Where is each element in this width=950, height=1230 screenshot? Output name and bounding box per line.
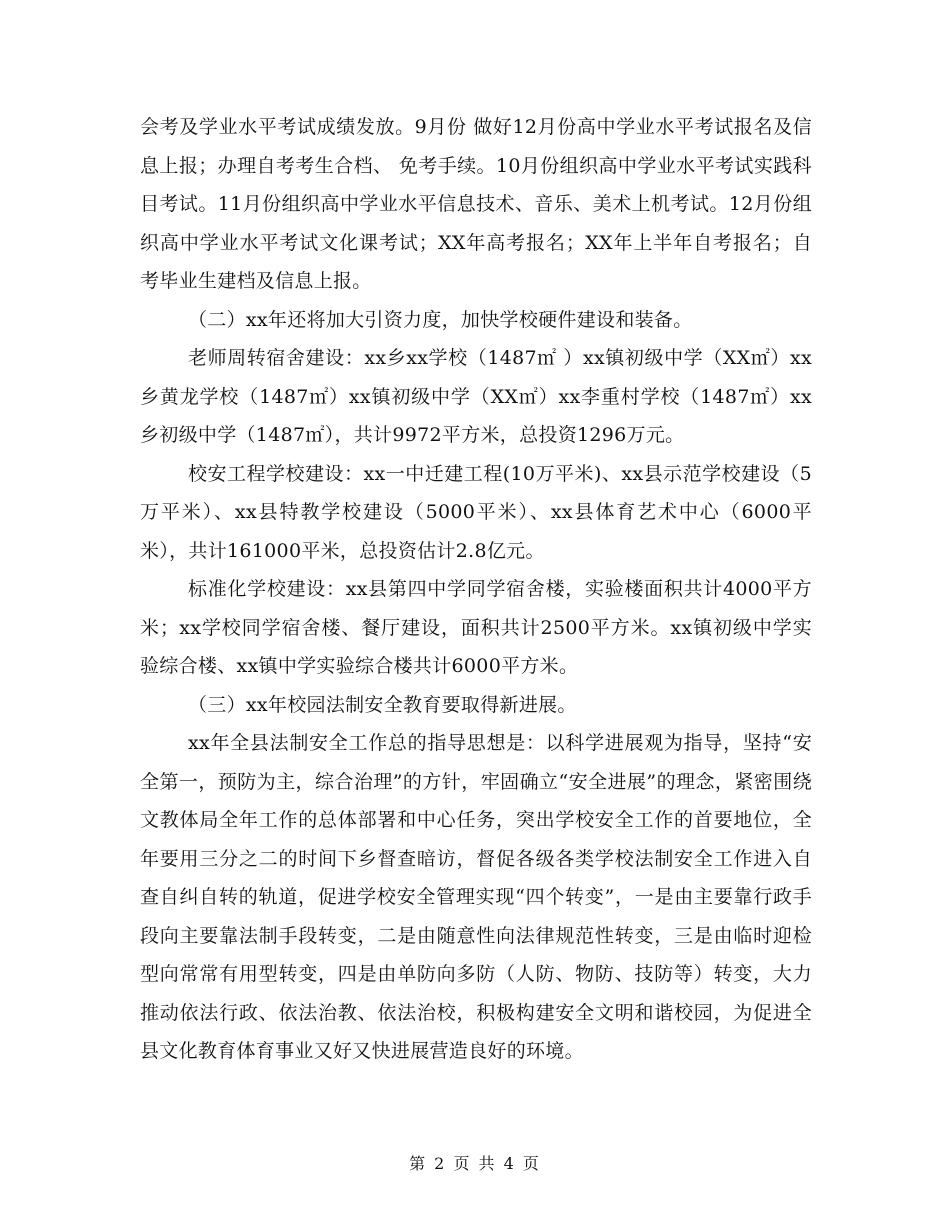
paragraph-standardized-school: 标准化学校建设：xx县第四中学同学宿舍楼，实验楼面积共计4000平方米；xx学校同学宿舍楼、餐厅建设，面积共计2500平方米。xx镇初级中学实验综合楼、xx镇中学实验综合楼共计6000平方米。: [140, 578, 812, 677]
paragraph-section-two-heading: （二）xx年还将加大引资力度，加快学校硬件建设和装备。: [188, 308, 693, 331]
document-body: [140, 108, 812, 1071]
paragraph-safety-guideline: xx年全县法制安全工作总的指导思想是：以科学进展观为指导，坚持“安全第一，预防为主，综合治理”的方针，牢固确立“安全进展”的理念，紧密围绕文教体局全年工作的总体部署和中心任务，突出学校安全工作的首要地位，全年要用三分之二的时间下乡督查暗访，督促各级各类学校法制安全工作进入自查自纠自转的轨道，促进学校安全管理实现“四个转变”，一是由主要靠行政手段向主要靠法制手段转变，二是由随意性向法律规范性转变，三是由临时迎检型向常常有用型转变，四是由单防向多防（人防、物防、技防等）转变，大力推动依法行政、依法治教、依法治校，积极构建安全文明和谐校园，为促进全县文化教育体育事业又好又快进展营造良好的环境。: [140, 732, 812, 1062]
paragraph-teacher-dormitory: 老师周转宿舍建设：xx乡xx学校（1487㎡ ）xx镇初级中学（XX㎡）xx乡黄龙学校（1487㎡）xx镇初级中学（XX㎡）xx李重村学校（1487㎡）xx乡初级中学（1487㎡），共计9972平方米，总投资1296万元。: [140, 347, 812, 446]
page-footer: 第 2 页 共 4 页: [409, 1154, 541, 1173]
paragraph-school-safety-project: 校安工程学校建设：xx一中迁建工程(10万平米)、xx县示范学校建设（5万平米）、xx县特教学校建设（5000平米）、xx县体育艺术中心（6000平米），共计161000平米，总投资估计2.8亿元。: [140, 462, 812, 562]
paragraph-exam-schedule: 会考及学业水平考试成绩发放。9月份 做好12月份高中学业水平考试报名及信息上报；办理自考考生合档、 免考手续。10月份组织高中学业水平考试实践科目考试。11月份组织高中学业水平信息技术、音乐、美术上机考试。12月份组织高中学业水平考试文化课考试；XX年高考报名；XX年上半年自考报名；自考毕业生建档及信息上报。: [140, 116, 812, 292]
paragraph-section-three-heading: （三）xx年校园法制安全教育要取得新进展。: [188, 693, 577, 716]
